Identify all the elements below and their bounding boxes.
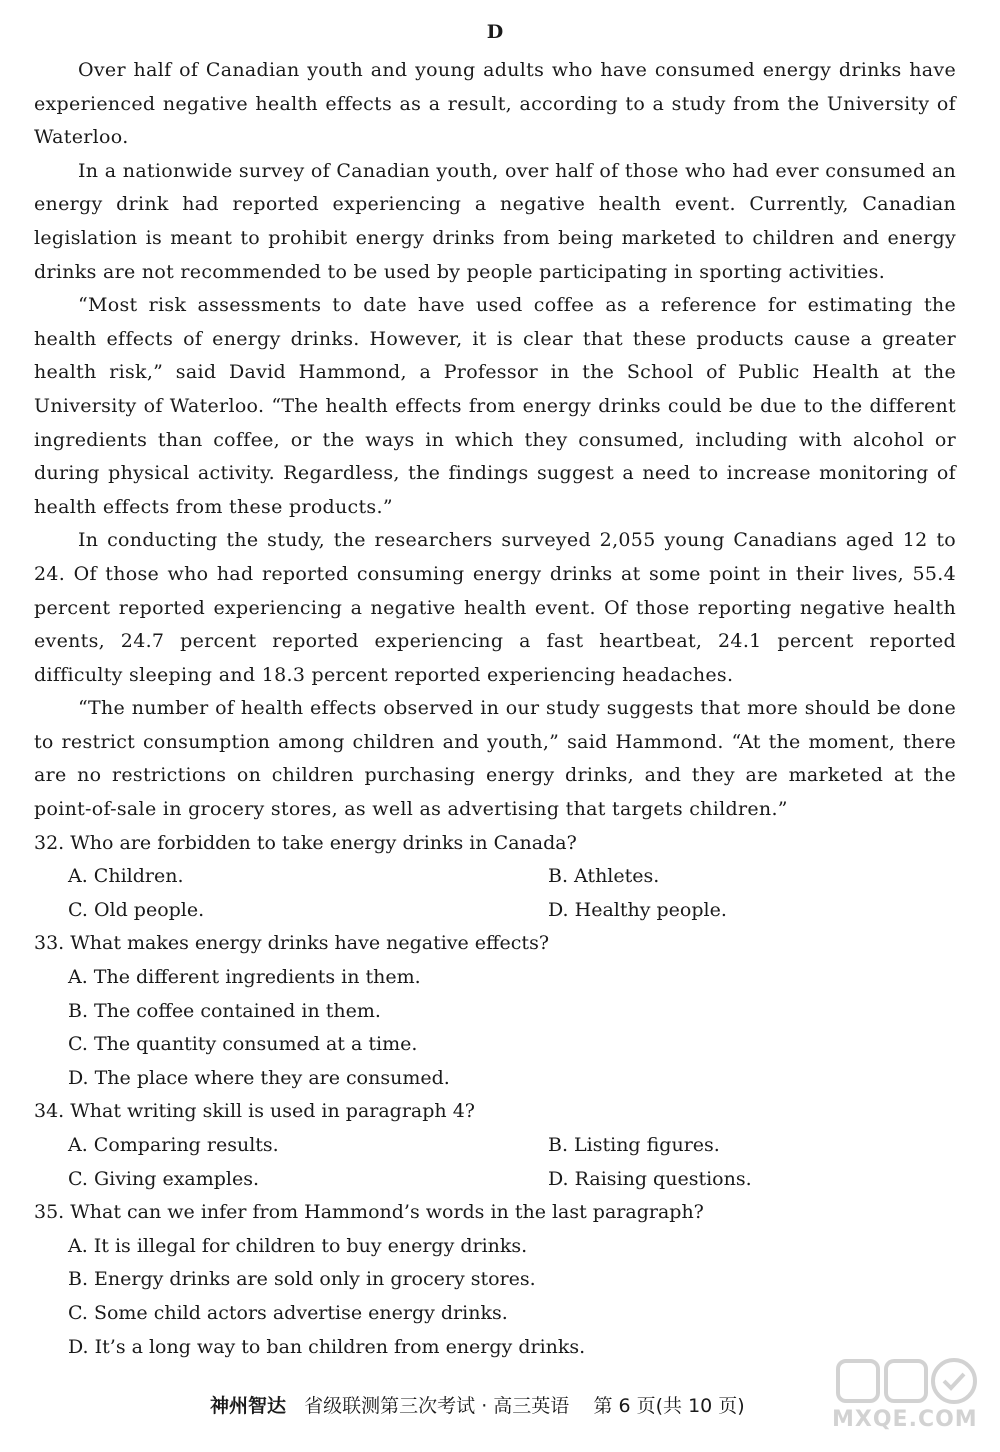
watermark-text: MXQE.COM [832, 1407, 978, 1432]
question-stem: 34. What writing skill is used in paragraph 4? [34, 1100, 475, 1123]
footer-exam: 省级联测第三次考试 · 高三英语 [304, 1395, 570, 1417]
question-options [34, 1129, 956, 1196]
option-a: A. The different ingredients in them. [68, 966, 421, 989]
answer-stamp-icon [832, 1355, 982, 1411]
option-c: C. Some child actors advertise energy drinks. [68, 1301, 508, 1324]
question-35 [34, 1196, 956, 1364]
option-d: D. The place where they are consumed. [68, 1066, 450, 1089]
option-b: B. Athletes. [548, 865, 660, 888]
question-stem: 35. What can we infer from Hammond’s words in the last paragraph? [34, 1201, 704, 1224]
option-c: C. Giving examples. [68, 1167, 260, 1190]
option-c: C. Old people. [68, 898, 205, 921]
option-d: D. It’s a long way to ban children from energy drinks. [68, 1335, 586, 1358]
option-d: D. Raising questions. [548, 1167, 752, 1190]
option-a: A. Comparing results. [68, 1134, 279, 1156]
footer-brand: 神州智达 [210, 1395, 287, 1417]
page-footer [210, 1392, 745, 1420]
question-options [34, 961, 956, 1095]
option-a: A. It is illegal for children to buy energy drinks. [68, 1234, 528, 1257]
question-stem: 32. Who are forbidden to take energy drinks in Canada? [34, 831, 577, 854]
watermark [832, 1355, 982, 1445]
option-c: C. The quantity consumed at a time. [68, 1033, 418, 1056]
paragraph-3: “Most risk assessments to date have used coffee as a reference for estimating the health effects of energy drinks. However, it is clear that these products cause a greater health risk,” said David Hammond, a Professor in the School of Public Health at the University of Waterloo. “The health effects from energy drinks could be due to the different ingredients than coffee, or the ways in which they consumed, including with alcohol or during physical activity. Regardless, the findings suggest a need to increase monitoring of health effects from these products.” [34, 294, 956, 518]
paragraph-2: In a nationwide survey of Canadian youth, over half of those who had ever consumed an energy drink had reported experiencing a negative health event. Currently, Canadian legislation is meant to prohibit energy drinks from being marketed to children and energy drinks are not recommended to be used by people participating in sporting activities. [34, 159, 956, 283]
question-options [34, 1230, 956, 1364]
question-33 [34, 927, 956, 1095]
section-label: D [486, 21, 504, 43]
option-b: B. Listing figures. [548, 1134, 720, 1156]
question-34 [34, 1095, 956, 1196]
option-d: D. Healthy people. [548, 898, 727, 921]
option-a: A. Children. [68, 865, 184, 888]
question-options [34, 860, 956, 927]
option-b: B. Energy drinks are sold only in grocery stores. [68, 1268, 536, 1291]
paragraph-5: “The number of health effects observed in our study suggests that more should be done to restrict consumption among children and youth,” said Hammond. “At the moment, there are no restrictions on children purchasing energy drinks, and they are marketed at the point-of-sale in grocery stores, as well as advertising that targets children.” [34, 697, 956, 821]
question-32 [34, 827, 956, 928]
paragraph-1: Over half of Canadian youth and young adults who have consumed energy drinks have experienced negative health effects as a result, according to a study from the University of Waterloo. [34, 59, 956, 149]
option-b: B. The coffee contained in them. [68, 999, 381, 1022]
footer-page: 第 6 页(共 10 页) [593, 1395, 745, 1417]
exam-page [34, 20, 956, 1364]
question-stem: 33. What makes energy drinks have negative effects? [34, 932, 550, 955]
paragraph-4: In conducting the study, the researchers surveyed 2,055 young Canadians aged 12 to 24. Of those who had reported consuming energy drinks at some point in their lives, 55.4 percent reported experiencing a negative health event. Of those reporting negative health events, 24.7 percent reported experiencing a fast heartbeat, 24.1 percent reported difficulty sleeping and 18.3 percent reported experiencing headaches. [34, 529, 956, 686]
